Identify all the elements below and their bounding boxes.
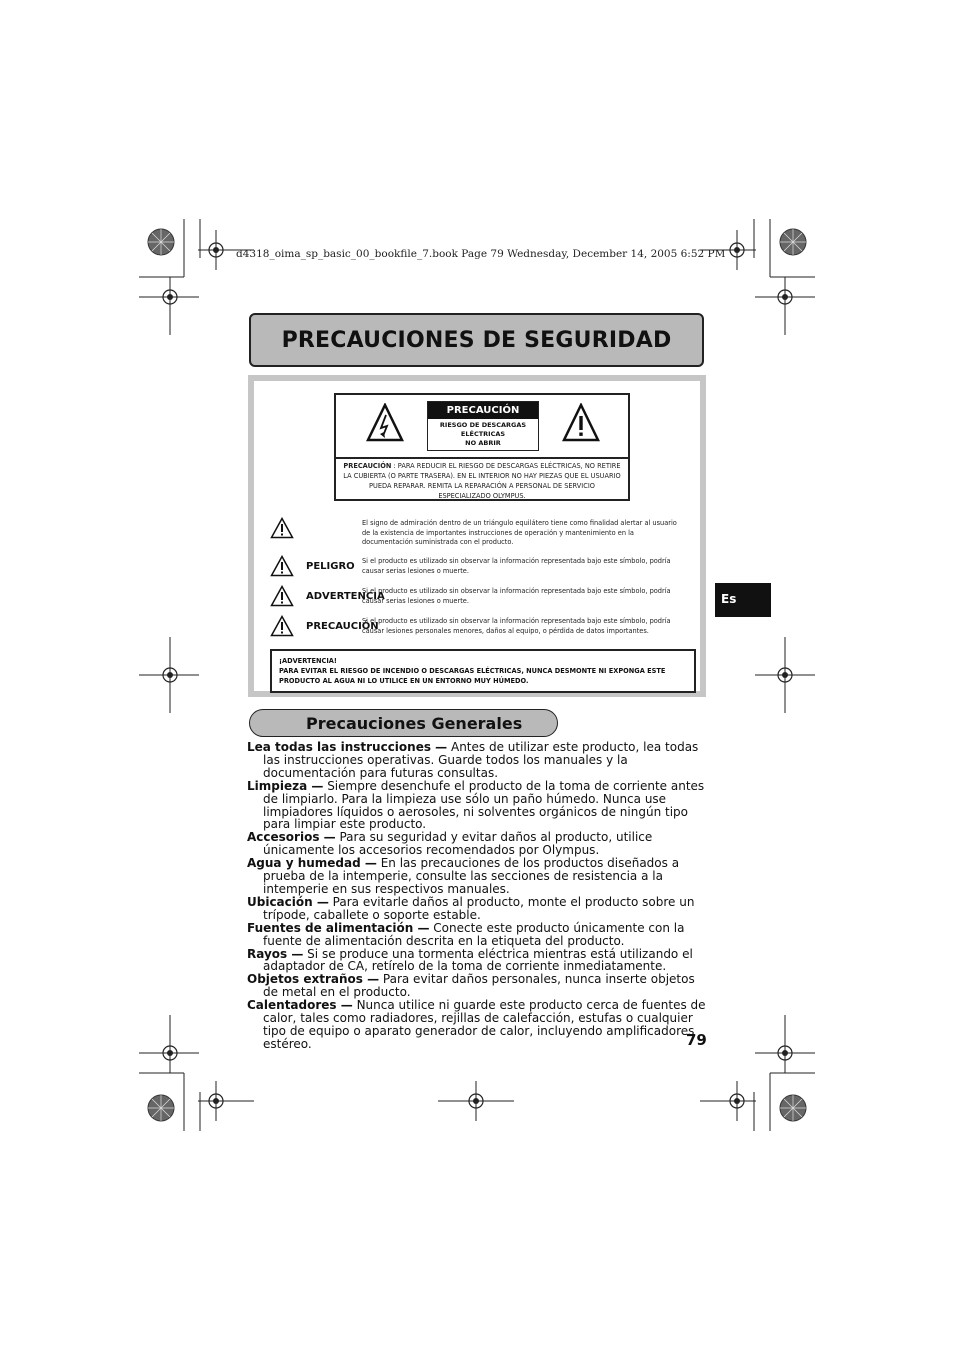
caution-desc-bold: PRECAUCIÓN (343, 462, 392, 470)
caution-sub-line3: NO ABRIR (465, 439, 501, 447)
caution-sub-line2: ELÉCTRICAS (460, 430, 506, 438)
paragraph-objetos (247, 973, 707, 999)
caution-header: PRECAUCIÓN (428, 402, 538, 419)
paragraph-agua (247, 857, 707, 896)
warning-heading: ¡ADVERTENCIA! (279, 657, 337, 665)
term: Objetos extraños — (247, 972, 380, 987)
exclamation-triangle-icon (270, 517, 294, 539)
caution-desc-text: : PARA REDUCIR EL RIESGO DE DESCARGAS ELÉCTRICAS, NO RETIRE LA CUBIERTA (O PARTE TRASERA). EN EL INTERIOR NO HAY PIEZAS QUE EL USUARIO PUEDA REPARAR. REMITA LA REPARACIÓN A PERSONAL DE SERVICIO ESPECIALIZADO OLYMPUS. (343, 462, 621, 500)
warning-box (270, 649, 696, 693)
term: Agua y humedad — (247, 856, 377, 871)
lightning-triangle-icon (366, 403, 404, 443)
paragraph-fuentes (247, 922, 707, 948)
paragraph-text: Para evitar daños personales, nunca inserte objetos de metal en el producto. (263, 972, 695, 1000)
symbol-label-peligro: PELIGRO (306, 561, 355, 572)
caution-sub-line1: RIESGO DE DESCARGAS (439, 421, 527, 429)
paragraph-accesorios (247, 831, 707, 857)
caution-description (342, 461, 622, 501)
paragraph-text: En las precauciones de los productos diseñados a prueba de la intemperie, consulte las secciones de resistencia a la intemperie en sus respectivos manuales. (263, 856, 680, 896)
paragraph-text: Antes de utilizar este producto, lea todas las instrucciones operativas. Guarde todos los manuales y la documentación para futuras consultas. (263, 740, 699, 780)
exclamation-triangle-icon (562, 403, 600, 443)
paragraph-limpieza (247, 780, 707, 832)
paragraph-lea (247, 741, 707, 780)
term: Rayos — (247, 946, 304, 961)
warning-text: PARA EVITAR EL RIESGO DE INCENDIO O DESCARGAS ELÉCTRICAS, NUNCA DESMONTE NI EXPONGA ESTE PRODUCTO AL AGUA NI LO UTILICE EN UN ENTORNO MUY HÚMEDO. (279, 667, 666, 685)
exclamation-triangle-icon (270, 555, 294, 577)
symbol-text-precaucion: Si el producto es utilizado sin observar la información representada bajo este símbolo, podría causar lesiones personales menores, daños al equipo, o pérdida de datos importantes. (362, 617, 671, 635)
paragraph-ubicacion (247, 896, 707, 922)
page-title: PRECAUCIONES DE SEGURIDAD (281, 327, 672, 353)
paragraph-calentadores (247, 999, 707, 1051)
term: Ubicación — (247, 894, 329, 909)
symbol-label-advertencia: ADVERTENCIA (306, 591, 385, 602)
paragraph-text: Para su seguridad y evitar daños al producto, utilice únicamente los accesorios recomendados por Olympus. (263, 830, 653, 858)
symbol-text-peligro: Si el producto es utilizado sin observar la información representada bajo este símbolo, podría causar serias lesiones o muerte. (362, 557, 671, 575)
section-title: Precauciones Generales (306, 713, 523, 733)
symbol-text-advertencia: Si el producto es utilizado sin observar la información representada bajo este símbolo, podría causar serias lesiones o muerte. (362, 587, 671, 605)
term: Limpieza — (247, 778, 324, 793)
exclamation-triangle-icon (270, 615, 294, 637)
term: Accesorios — (247, 830, 336, 845)
caution-center-box (427, 401, 539, 451)
paragraph-text: Conecte este producto únicamente con la fuente de alimentación descrita en la etiqueta del producto. (263, 920, 685, 948)
print-header: d4318_oima_sp_basic_00_bookfile_7.book Page 79 Wednesday, December 14, 2005 6:52 PM (236, 248, 726, 260)
caution-sub (428, 421, 538, 448)
term: Lea todas las instrucciones — (247, 740, 448, 754)
paragraph-text: Nunca utilice ni guarde este producto cerca de fuentes de calor, tales como radiadores, rejillas de calefacción, estufas o cualquier tipo de equipo o aparato generador de calor, incluyendo amplificadores estéreo. (263, 998, 706, 1051)
caution-label-top (336, 395, 628, 459)
page-number: 79 (686, 1031, 707, 1049)
caution-label (334, 393, 630, 501)
term: Fuentes de alimentación — (247, 920, 430, 935)
paragraph-text: Si se produce una tormenta eléctrica mientras está utilizando el adaptador de CA, retírelo de la toma de corriente inmediatamente. (263, 946, 693, 974)
symbol-label-precaucion: PRECAUCIÓN (306, 621, 379, 632)
safety-panel-inner (254, 381, 700, 691)
general-precautions (247, 741, 707, 1051)
section-title-box (249, 709, 558, 737)
page-title-box (249, 313, 704, 367)
paragraph-rayos (247, 948, 707, 974)
symbol-text-info: El signo de admiración dentro de un triángulo equilátero tiene como finalidad alertar al usuario de la existencia de importantes instrucciones de operación y mantenimiento en la documentación suministrada con el producto. (362, 519, 677, 546)
exclamation-triangle-icon (270, 585, 294, 607)
language-tab: Es (715, 583, 771, 617)
term: Calentadores — (247, 998, 353, 1013)
paragraph-text: Para evitarle daños al producto, monte el producto sobre un trípode, caballete o soporte estable. (263, 894, 695, 922)
safety-panel (248, 375, 706, 697)
paragraph-text: Siempre desenchufe el producto de la toma de corriente antes de limpiarlo. Para la limpieza use sólo un paño húmedo. Nunca use limpiadores líquidos o aerosoles, ni solventes orgánicos de ningún tipo para limpiar este producto. (263, 778, 705, 832)
